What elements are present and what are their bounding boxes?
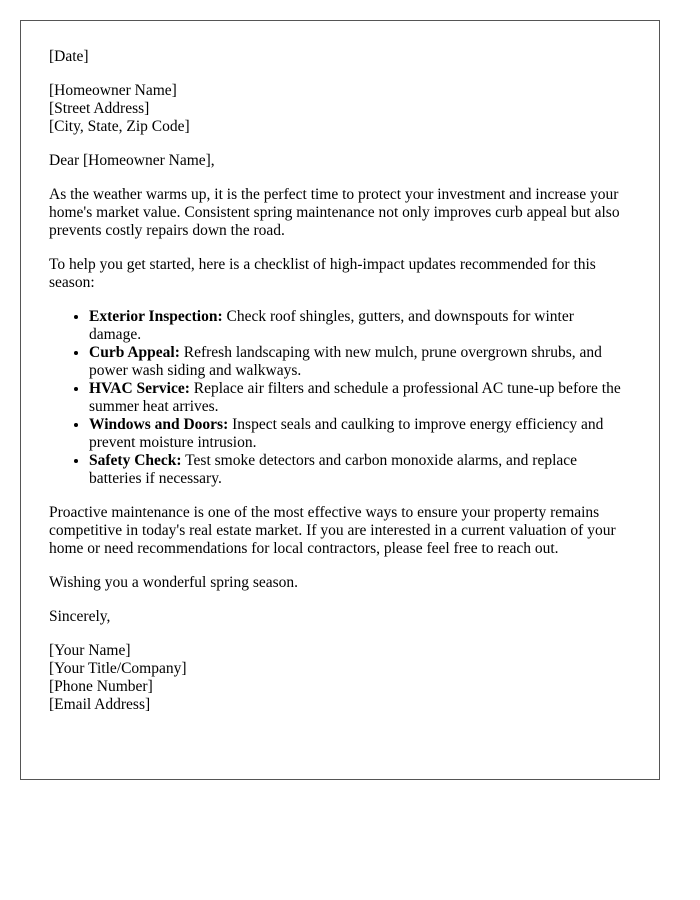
- checklist-item-title: Windows and Doors:: [89, 416, 229, 433]
- closing-paragraph: Proactive maintenance is one of the most effective ways to ensure your property remains competitive in today's real estate market. If you are interested in a current valuation of your home or need recommendations for local contractors, please feel free to reach out.: [49, 504, 616, 557]
- checklist-item-title: Exterior Inspection:: [89, 308, 223, 325]
- sender-title: [Your Title/Company]: [49, 660, 187, 677]
- checklist-item: [89, 452, 629, 488]
- checklist-item: [89, 344, 629, 380]
- checklist: [49, 308, 629, 488]
- checklist-item-text: Refresh landscaping with new mulch, prune overgrown shrubs, and power wash siding and walkways.: [89, 344, 602, 379]
- sender-phone: [Phone Number]: [49, 678, 153, 695]
- checklist-item: [89, 380, 629, 416]
- checklist-intro: To help you get started, here is a checklist of high-impact updates recommended for this season:: [49, 256, 596, 291]
- checklist-item-text: Test smoke detectors and carbon monoxide alarms, and replace batteries if necessary.: [89, 452, 578, 487]
- checklist-item-title: HVAC Service:: [89, 380, 190, 397]
- sender-email: [Email Address]: [49, 696, 151, 713]
- wishes-line: Wishing you a wonderful spring season.: [49, 574, 299, 591]
- checklist-item-text: Check roof shingles, gutters, and downspouts for winter damage.: [89, 308, 574, 343]
- checklist-item-title: Safety Check:: [89, 452, 182, 469]
- checklist-item: [89, 308, 629, 344]
- sender-name: [Your Name]: [49, 642, 131, 659]
- recipient-name: [Homeowner Name]: [49, 82, 177, 99]
- checklist-item-title: Curb Appeal:: [89, 344, 180, 361]
- signoff: Sincerely,: [49, 608, 111, 625]
- checklist-item-text: Inspect seals and caulking to improve energy efficiency and prevent moisture intrusion.: [89, 416, 604, 451]
- sender-block: [49, 642, 629, 714]
- recipient-address: [49, 82, 629, 136]
- recipient-street: [Street Address]: [49, 100, 150, 117]
- letter-body: [49, 48, 629, 730]
- checklist-item: [89, 416, 629, 452]
- letter-page: [20, 20, 660, 780]
- intro-paragraph: As the weather warms up, it is the perfect time to protect your investment and increase your home's market value. Consistent spring maintenance not only improves curb appeal but also prevents costly repairs down the road.: [49, 186, 620, 239]
- salutation: Dear [Homeowner Name],: [49, 152, 215, 169]
- recipient-city: [City, State, Zip Code]: [49, 118, 190, 135]
- checklist-item-text: Replace air filters and schedule a professional AC tune-up before the summer heat arrives.: [89, 380, 621, 415]
- letter-date: [Date]: [49, 48, 89, 65]
